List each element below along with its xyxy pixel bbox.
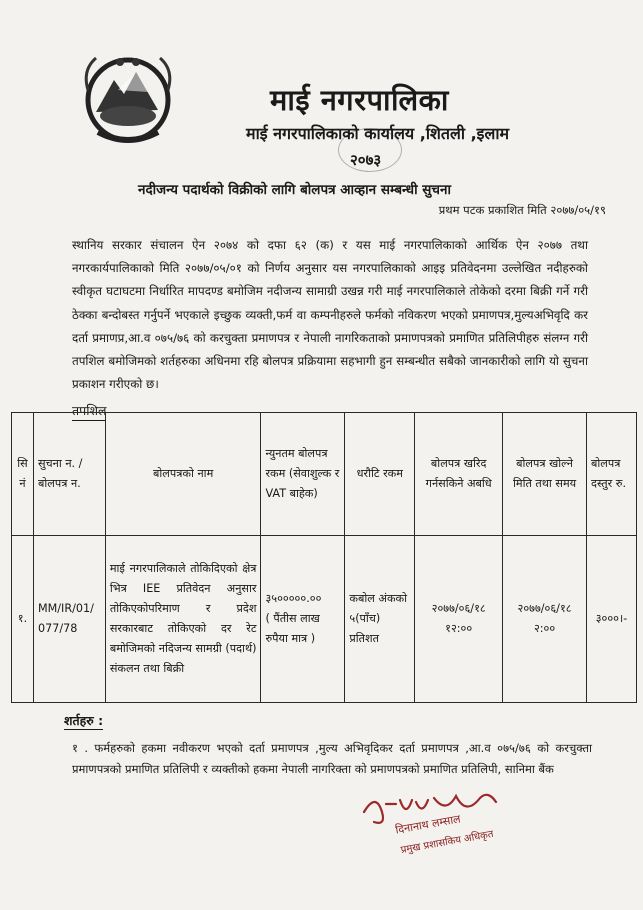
opening-time: २:०० xyxy=(533,622,556,635)
cell-amount xyxy=(261,536,345,703)
amount-figure: ३५०००००.०० xyxy=(265,592,322,605)
cell-purchase-period xyxy=(415,536,503,703)
header-purchase-period: बोलपत्र खरिद गर्नसकिने अबधि xyxy=(415,413,503,536)
purchase-time: १२:०० xyxy=(445,622,473,635)
cell-deposit: कबोल अंकको ५(पाँच) प्रतिशत xyxy=(345,536,415,703)
details-label: तपशिल xyxy=(72,402,106,421)
header-deposit: धरौटि रकम xyxy=(345,413,415,536)
header-fee: बोलपत्र दस्तुर रु. xyxy=(587,413,637,536)
signatory-title: प्रमुख प्रशासकिय अधिकृत xyxy=(400,828,495,857)
cell-fee: ३०००।- xyxy=(587,536,637,703)
purchase-date: २०७७/०६/१८ xyxy=(431,602,486,615)
condition-item-1: १ . फर्महरुको हकमा नवीकरण भएको दर्ता प्रमाणपत्र ,मुल्य अभिवृदिकर दर्ता प्रमाणपत्र ,आ.व ०७५/७६ को करचुक्ता प्रमाणपत्रको प्रमाणित प्रतिलिपी र व्यक्तीको हकमा नेपाली नागरिक्ता को प्रमाणपत्रको प्रमाणित प्रतिलिपी, सानिमा बैंक xyxy=(72,741,592,776)
table-row xyxy=(12,536,637,703)
cell-notice-no: MM/IR/01/077/78 xyxy=(33,536,105,703)
notice-heading: नदीजन्य पदार्थको विक्रीको लागि बोलपत्र आव्हान सम्बन्धी सुचना xyxy=(138,182,451,198)
header-notice-no: सुचना न. / बोलपत्र न. xyxy=(33,413,105,536)
header-opening-date: बोलपत्र खोल्ने मिति तथा समय xyxy=(503,413,587,536)
table-header-row xyxy=(12,413,637,536)
tender-table xyxy=(11,412,637,703)
opening-date: २०७७/०६/१८ xyxy=(517,602,572,615)
header-tender-name: बोलपत्रको नाम xyxy=(105,413,261,536)
publication-date: प्रथम पटक प्रकाशित मिति २०७७/०५/१९ xyxy=(438,203,606,217)
nepal-emblem-icon xyxy=(78,50,178,148)
cell-opening-date xyxy=(503,536,587,703)
municipality-title: माई नगरपालिका xyxy=(270,83,449,117)
header-min-amount: न्युनतम बोलपत्र रकम (सेवाशुल्क र VAT बाहेक) xyxy=(261,413,345,536)
signatory-name: दिनानाथ लम्साल xyxy=(394,812,462,837)
office-name: माई नगरपालिकाको कार्यालय ,शितली ,इलाम xyxy=(246,124,510,143)
amount-words: ( पैंतीस लाख रुपैया मात्र ) xyxy=(265,612,320,645)
notice-body: स्थानिय सरकार संचालन ऐन २०७४ को दफा ६२ (क) र यस माई नगरपालिकाको आर्थिक ऐन २०७७ तथा नगरकार्यपालिकाको मिति २०७७/०५/०१ को निर्णय अनुसार यस नगरपालिकाको आइइ प्रतिवेदनमा उल्लेखित नदीहरुको स्वीकृत घटाघटमा निर्धारित मापदण्ड बमोजिम नदीजन्य सामाग्री उखन्न गरी माई नगरपालिकाले तोकेको दरमा बिक्री गर्ने गरी ठेक्का बन्दोबस्त गर्नुपर्ने भएकाले इच्छुक व्यक्ती,फर्म वा कम्पनीहरुले फर्मको नविकरण भएको प्रमाणपत्र,मुल्यअभिवृदि कर दर्ता प्रमाणप्र,आ.व ०७५/७६ को करचुक्ता प्रमाणपत्र र नेपाली नागरिकताको प्रमाणपत्रको प्रमाणित प्रतिलिपीहरु संलग्न गरी तपशिल बमोजिमको शर्तहरुका अधिनमा रहि बोलपत्र प्रक्रियामा सहभागी हुन सम्बन्धीत सबैको जानकारीको लागि यो सुचना प्रकाशन गरीएको छ। xyxy=(72,238,588,392)
cell-sn: १. xyxy=(12,536,34,703)
established-year: २०७३ xyxy=(350,151,382,169)
cell-tender-name: माई नगरपालिकाले तोकिदिएको क्षेत्र भित्र IEE प्रतिवेदन अनुसार तोकिएकोपरिमाण र प्रदेश सरकारबाट तोकिएको दर रेट बमोजिमको नदिजन्य सामग्री (पदार्थ) संकलन तथा बिक्री xyxy=(105,536,261,703)
conditions-heading: शर्तहरु : xyxy=(64,713,104,728)
header-sn: सि नं xyxy=(12,413,34,536)
